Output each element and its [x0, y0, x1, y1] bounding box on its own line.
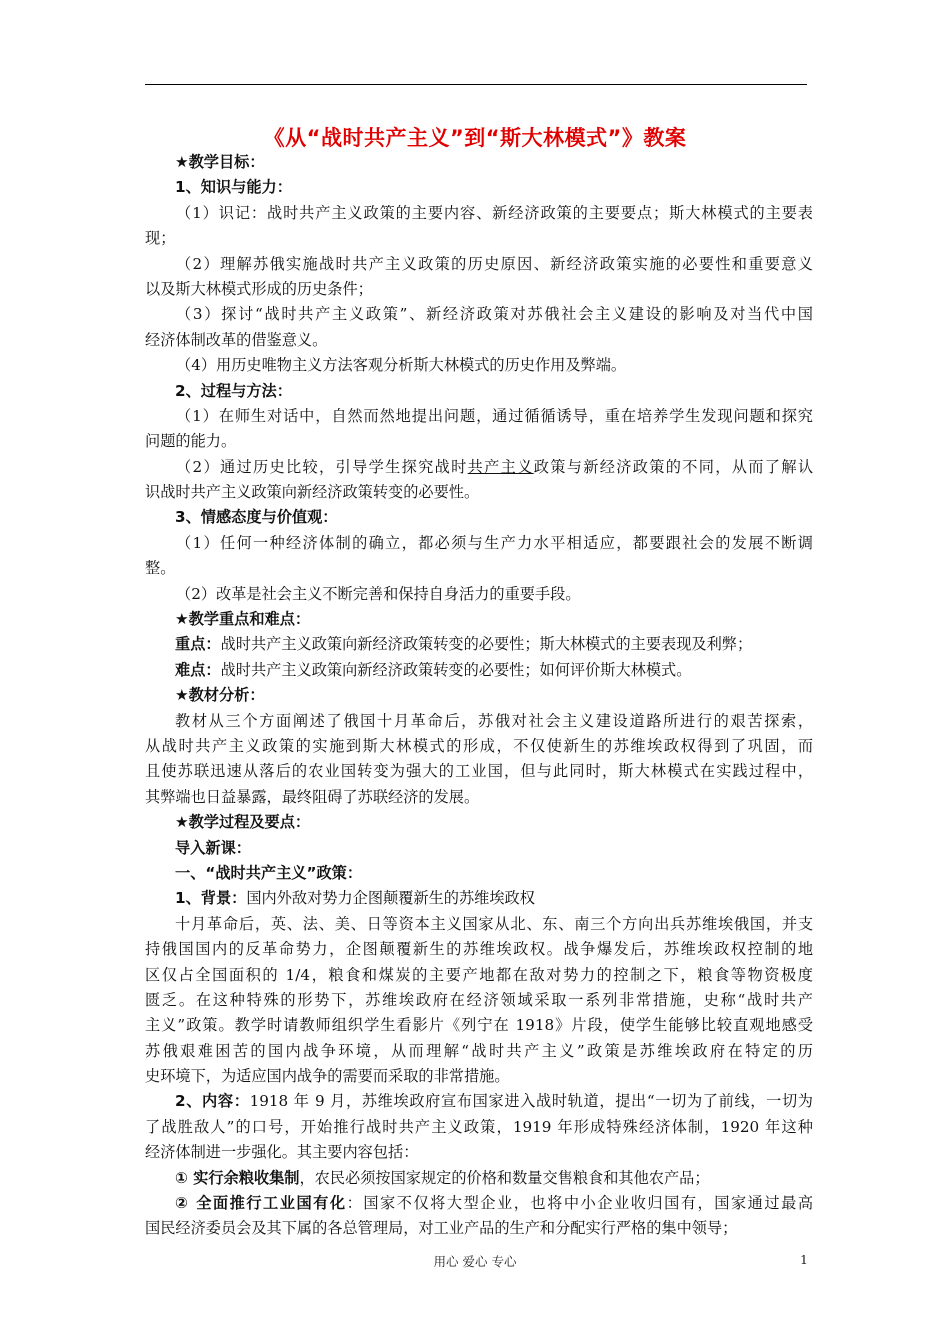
paragraph-line: （4）用历史唯物主义方法客观分析斯大林模式的历史作用及弊端。: [176, 356, 627, 375]
document-body: [145, 150, 813, 1242]
difficulty-text: 战时共产主义政策向新经济政策转变的必要性；如何评价斯大林模式。: [220, 660, 692, 679]
subheading-part1: 一、“战时共产主义”政策：: [175, 863, 363, 882]
section-heading-key-points: ★教学重点和难点：: [175, 610, 311, 629]
paragraph-line: （1）识记：战时共产主义政策的主要内容、新经济政策的主要要点；斯大林模式的主要表: [176, 203, 813, 222]
paragraph-line: 了战胜敌人”的口号，开始推行战时共产主义政策，1919 年形成特殊经济体制，1920 年这种: [145, 1117, 813, 1136]
paragraph-line: 以及斯大林模式形成的历史条件；: [145, 279, 373, 298]
subheading-process: 2、过程与方法：: [175, 381, 292, 400]
paragraph-line: 识战时共产主义政策向新经济政策转变的必要性。: [145, 483, 480, 502]
subheading-knowledge: 1、知识与能力：: [175, 178, 292, 197]
background-label: 1、背景：: [175, 889, 247, 908]
list-item: [145, 1166, 813, 1191]
key-label: 重点：: [175, 635, 221, 654]
document-title: 《从“战时共产主义”到“斯大林模式”》教案: [263, 126, 687, 150]
paragraph-line: 从战时共产主义政策的实施到斯大林模式的形成，不仅使新生的苏维埃政权得到了巩固，而: [145, 736, 813, 755]
section-heading-process: ★教学过程及要点：: [175, 813, 311, 832]
section-heading-analysis: ★教材分析：: [175, 686, 265, 705]
paragraph-line: 国民经济委员会及其下属的各总管理局，对工业产品的生产和分配实行严格的集中领导；: [145, 1219, 738, 1238]
list-item-text: ：国家不仅将大型企业，也将中小企业收归国有，国家通过最高: [346, 1194, 813, 1213]
page-number: 1: [800, 1252, 808, 1267]
paragraph-line: 教材从三个方面阐述了俄国十月革命后，苏俄对社会主义建设道路所进行的艰苦探索，: [175, 711, 813, 730]
paragraph-line: （3）探讨“战时共产主义政策”、新经济政策对苏俄社会主义建设的影响及对当代中国: [176, 305, 813, 324]
paragraph-line: 苏俄艰难困苦的国内战争环境，从而理解“战时共产主义”政策是苏维埃政府在特定的历: [145, 1041, 813, 1060]
paragraph-line: 经济体制进一步强化。其主要内容包括：: [145, 1143, 419, 1162]
underlined-term: 共产主义: [467, 457, 534, 476]
paragraph-line: 匮乏。在这种特殊的形势下，苏维埃政府在经济领域采取一系列非常措施，史称“战时共产: [145, 990, 813, 1009]
paragraph-line: 问题的能力。: [145, 432, 237, 451]
paragraph-line: 其弊端也日益暴露，最终阻碍了苏联经济的发展。: [145, 787, 480, 806]
subheading-emotion: 3、情感态度与价值观：: [175, 508, 338, 527]
list-item-label: ① 实行余粮收集制: [175, 1168, 300, 1187]
text-span: （2）通过历史比较，引导学生探究战时: [176, 457, 468, 476]
paragraph-line: [145, 455, 813, 480]
list-item-text: ，农民必须按国家规定的价格和数量交售粮食和其他农产品；: [299, 1168, 710, 1187]
header-rule: [145, 84, 807, 85]
page-footer: 用心 爱心 专心: [433, 1254, 517, 1269]
key-text: 战时共产主义政策向新经济政策转变的必要性；斯大林模式的主要表现及利弊；: [220, 635, 753, 654]
paragraph-line: （1）在师生对话中，自然而然地提出问题，通过循循诱导，重在培养学生发现问题和探究: [176, 406, 813, 425]
text-span: 1918 年 9 月，苏维埃政府宣布国家进入战时轨道，提出“一切为了前线，一切为: [249, 1092, 813, 1111]
section-heading-goals: ★教学目标：: [175, 153, 265, 171]
paragraph-line: 十月革命后，英、法、美、日等资本主义国家从北、东、南三个方向出兵苏维埃俄国，并支: [175, 914, 813, 933]
paragraph-line: （1）任何一种经济体制的确立，都必须与生产力水平相适应，都要跟社会的发展不断调: [176, 533, 813, 552]
paragraph-line: 现；: [145, 229, 176, 248]
paragraph-line: 且使苏联迅速从落后的农业国转变为强大的工业国，但与此同时，斯大林模式在实践过程中，: [145, 762, 813, 781]
paragraph-line: （2）改革是社会主义不断完善和保持自身活力的重要手段。: [176, 584, 581, 603]
paragraph-line: 史环境下，为适应国内战争的需要而采取的非常措施。: [145, 1067, 510, 1086]
paragraph-line: 持俄国国内的反革命势力，企图颠覆新生的苏维埃政权。战争爆发后，苏维埃政权控制的地: [145, 940, 813, 959]
background-summary: 国内外敌对势力企图颠覆新生的苏维埃政权: [246, 889, 535, 908]
paragraph-line: [145, 1089, 813, 1114]
subheading-intro: 导入新课：: [175, 838, 251, 857]
paragraph-line: [145, 886, 813, 911]
paragraph-line: （2）理解苏俄实施战时共产主义政策的历史原因、新经济政策实施的必要性和重要意义: [176, 254, 813, 273]
paragraph-line: 经济体制改革的借鉴意义。: [145, 330, 328, 349]
text-span: 政策与新经济政策的不同，从而了解认: [533, 457, 813, 476]
paragraph-line: 整。: [145, 559, 176, 578]
paragraph-line: [145, 658, 813, 683]
paragraph-line: [145, 632, 813, 657]
list-item: [145, 1191, 813, 1216]
difficulty-label: 难点：: [175, 660, 221, 679]
paragraph-line: 主义”政策。教学时请教师组织学生看影片《列宁在 1918》片段，使学生能够比较直观地感受: [145, 1016, 813, 1035]
content-label: 2、内容：: [175, 1092, 250, 1111]
list-item-label: ② 全面推行工业国有化: [175, 1194, 347, 1213]
paragraph-line: 区仅占全国面积的 1/4，粮食和煤炭的主要产地都在敌对势力的控制之下，粮食等物资极度: [145, 965, 813, 984]
